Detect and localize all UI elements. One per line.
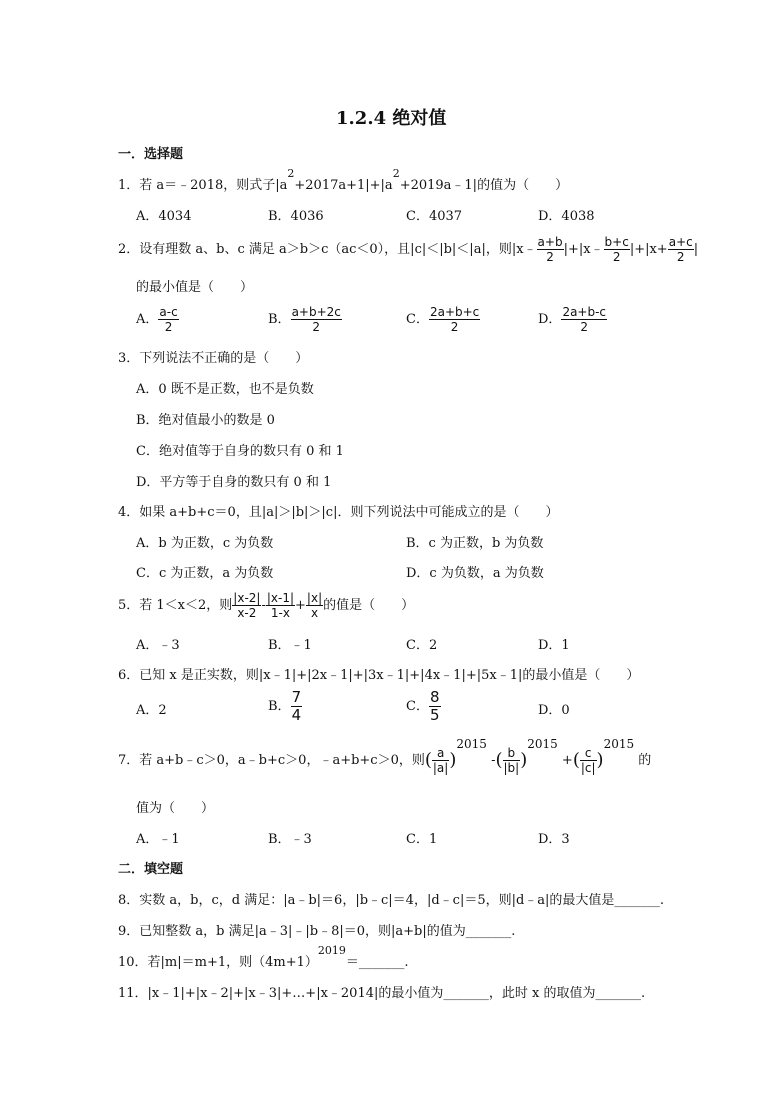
question-text: 实数 a，b，c，d 满足：|a﹣b|＝6，|b﹣c|＝4，|d﹣c|＝5，则|d﹣a|的最大值是_______.: [139, 893, 665, 908]
question-text: 下列说法不正确的是（ ）: [139, 351, 309, 366]
question-text: 若|m|＝m+1，则（4m+1）: [147, 955, 318, 970]
operator: +: [561, 753, 573, 768]
question-text: 已知整数 a，b 满足|a﹣3|﹣|b﹣8|＝0，则|a+b|的值为_______.: [139, 924, 516, 939]
operator: -: [261, 598, 266, 613]
option-c: C．1: [406, 832, 438, 847]
superscript: 2: [287, 167, 295, 180]
question-number: 1．: [118, 178, 140, 193]
question-2: [118, 230, 698, 270]
fraction: $\frac{a-c}{2}$: [159, 305, 178, 334]
option-d: D．4038: [538, 209, 595, 224]
question-7: 7．若 a+b﹣c＞0，a﹣b+c＞0，﹣a+b+c＞0，则( $\frac{a}{|a|}$ )2015 -( $\frac{b}{|b|}$ )2015 +( $\frac{c}{|c|}$ )2015 的: [118, 737, 652, 775]
question-text: 若 a＝﹣2018，则式子|a: [139, 178, 288, 193]
option-a: A．﹣1: [136, 832, 180, 847]
option-b: B．c 为正数，b 为负数: [406, 536, 544, 551]
fraction: $\frac{c}{|c|}$: [580, 746, 596, 775]
option-c: C．4037: [406, 209, 463, 224]
question-number: 3．: [118, 351, 140, 366]
fraction: $\frac{2a+b+c}{2}$: [429, 305, 480, 334]
option-b: B．﹣3: [268, 832, 312, 847]
fraction: $\frac{a+c}{2}$: [668, 235, 693, 264]
question-text: |: [693, 242, 699, 257]
question-text: 若 1＜x＜2，则: [139, 598, 233, 613]
question-text: 已知 x 是正实数，则|x﹣1|+|2x﹣1|+|3x﹣1|+|4x﹣1|+|5x﹣1|的最小值是（ ）: [139, 668, 640, 683]
question-text: 设有理数 a、b、c 满足 a＞b＞c（ac＜0），且|c|＜|b|＜|a|，则|x﹣: [139, 242, 537, 257]
section-heading-fill: 二．填空题: [118, 862, 184, 877]
question-text: ＝_______.: [345, 955, 409, 970]
exponent: 2015: [456, 737, 487, 751]
option-b: B．4036: [268, 209, 324, 224]
operator: +: [295, 598, 306, 613]
option-a: A．2: [136, 703, 167, 718]
option-c: C． $\frac{8}{5}$: [406, 688, 440, 724]
exponent: 2015: [603, 737, 635, 751]
question-number: 11．: [118, 986, 148, 1001]
question-8: [118, 889, 664, 908]
fraction: $\frac{a}{|a|}$: [432, 746, 449, 775]
fraction: $\frac{b}{|b|}$: [503, 746, 520, 775]
question-1: [118, 167, 569, 193]
question-5: [118, 586, 414, 626]
question-3: [118, 347, 308, 366]
question-7-line2: 值为（ ）: [136, 801, 215, 816]
exponent: 2015: [527, 737, 558, 751]
question-number: 8．: [118, 893, 140, 908]
question-number: 9．: [118, 924, 140, 939]
fraction: $\frac{|x-2|}{x-2}$: [233, 591, 261, 620]
fraction: $\frac{|x-1|}{1-x}$: [266, 591, 295, 620]
question-text: 的: [638, 753, 652, 768]
option-c: C． $\frac{2a+b+c}{2}$: [406, 305, 480, 334]
question-text: 若 a+b﹣c＞0，a﹣b+c＞0，﹣a+b+c＞0，则: [139, 753, 425, 768]
superscript: 2019: [317, 944, 346, 957]
option-a: A．b 为正数，c 为负数: [136, 536, 274, 551]
option-a: A．﹣3: [136, 638, 180, 653]
option-d: D．平方等于自身的数只有 0 和 1: [136, 475, 332, 490]
option-b: B．绝对值最小的数是 0: [136, 413, 275, 428]
question-2-line2: 的最小值是（ ）: [136, 280, 254, 295]
question-number: 2．: [118, 242, 140, 257]
fraction: $\frac{|x|}{x}$: [306, 591, 323, 620]
question-4: [118, 501, 558, 520]
option-d: D．1: [538, 638, 570, 653]
fraction: $\frac{b+c}{2}$: [604, 235, 629, 264]
superscript: 2: [392, 167, 400, 180]
option-b: B． $\frac{a+b+2c}{2}$: [268, 305, 341, 334]
question-text: +2017a+1|+|a: [294, 178, 393, 193]
question-text: 如果 a+b+c＝0，且|a|＞|b|＞|c|．则下列说法中可能成立的是（ ）: [139, 505, 559, 520]
question-text: |+|x﹣: [563, 242, 604, 257]
fraction: $\frac{2a+b-c}{2}$: [562, 305, 607, 334]
fraction: $\frac{8}{5}$: [429, 688, 440, 724]
question-number: 5．: [118, 598, 140, 613]
operator: -: [491, 753, 496, 768]
option-c: C．2: [406, 638, 438, 653]
option-a: A．4034: [136, 209, 192, 224]
question-9: [118, 920, 515, 939]
question-number: 4．: [118, 505, 140, 520]
option-b: B．﹣1: [268, 638, 312, 653]
option-d: D．0: [538, 703, 570, 718]
question-text: |+|x+: [629, 242, 668, 257]
option-b: B． $\frac{7}{4}$: [268, 688, 302, 724]
option-c: C．c 为正数，a 为负数: [136, 566, 274, 581]
option-d: D． $\frac{2a+b-c}{2}$: [538, 305, 607, 334]
question-text: |x﹣1|+|x﹣2|+|x﹣3|+…+|x﹣2014|的最小值为_______，此时 x 的取值为_______.: [147, 986, 646, 1001]
section-heading-choice: 一．选择题: [118, 147, 184, 162]
question-10: [118, 944, 409, 970]
question-number: 6．: [118, 668, 140, 683]
question-text: 的值是（ ）: [323, 598, 415, 613]
option-a: A． $\frac{a-c}{2}$: [136, 305, 178, 334]
fraction: $\frac{a+b+2c}{2}$: [291, 305, 341, 334]
question-number: 7．: [118, 753, 140, 768]
question-text: +2019a﹣1|的值为（ ）: [399, 178, 569, 193]
page-title: 1.2.4 绝对值: [336, 108, 447, 129]
question-11: [118, 982, 645, 1001]
option-c: C．绝对值等于自身的数只有 0 和 1: [136, 444, 344, 459]
option-a: A．0 既不是正数，也不是负数: [136, 382, 314, 397]
fraction: $\frac{7}{4}$: [291, 688, 302, 724]
option-d: D．3: [538, 832, 570, 847]
question-number: 10．: [118, 955, 148, 970]
question-6: [118, 664, 639, 683]
option-d: D．c 为负数，a 为负数: [406, 566, 544, 581]
fraction: $\frac{a+b}{2}$: [537, 235, 563, 264]
